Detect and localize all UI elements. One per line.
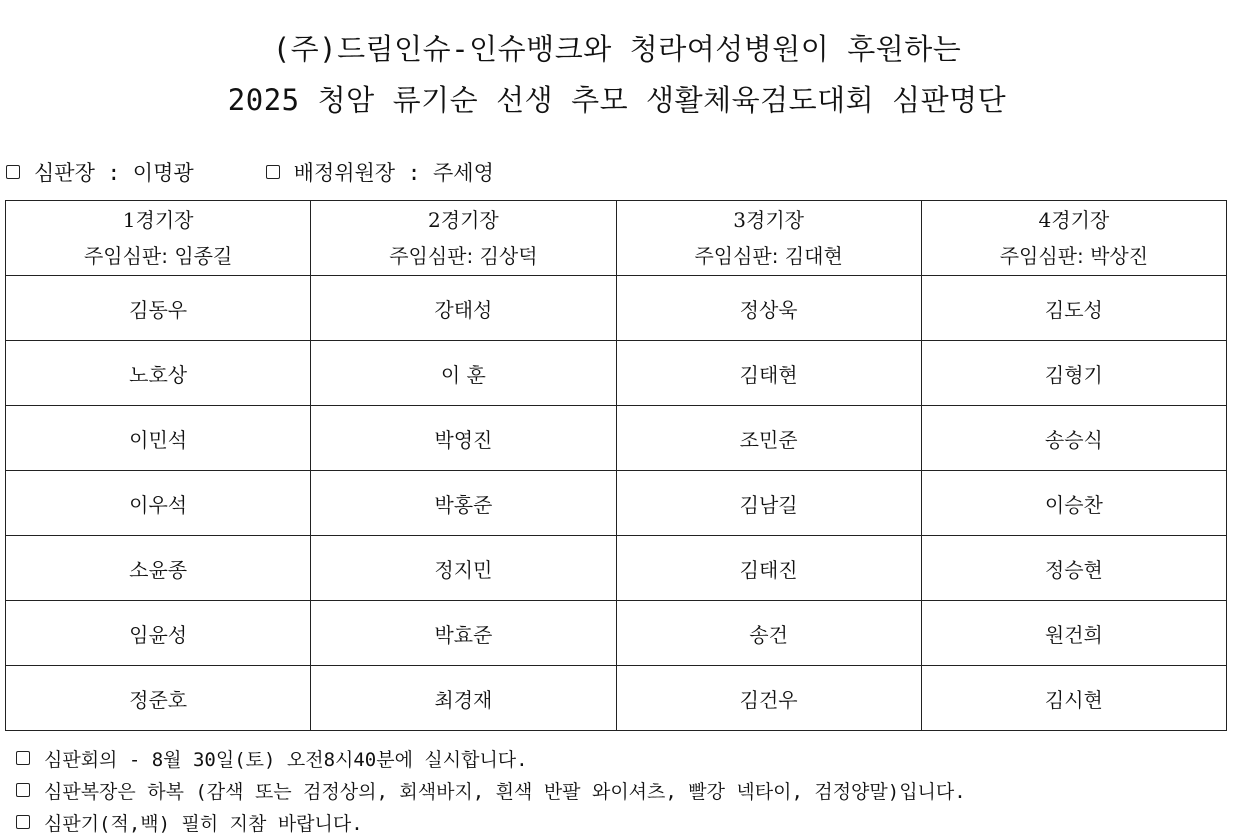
court-name: 2경기장 [428, 208, 499, 232]
referee-table [5, 200, 1227, 731]
court-head-referee: 주임심판: 김상덕 [389, 244, 538, 268]
referee-cell: 이 훈 [311, 341, 616, 406]
document-title-line-1: (주)드림인슈-인슈뱅크와 청라여성병원이 후원하는 [272, 32, 962, 66]
referee-cell: 김태현 [616, 341, 921, 406]
note-item [16, 774, 966, 806]
court-name: 4경기장 [1038, 208, 1110, 232]
table-row [6, 471, 1227, 536]
court-head-referee: 주임심판: 김대현 [694, 244, 843, 268]
table-row [6, 276, 1227, 341]
referee-cell: 이승찬 [921, 471, 1226, 536]
referee-cell: 이민석 [6, 406, 311, 471]
table-row [6, 666, 1227, 731]
checkbox-icon [266, 165, 280, 179]
table-header-row [6, 201, 1227, 276]
checkbox-icon [16, 815, 30, 829]
referee-cell: 김건우 [616, 666, 921, 731]
referee-cell: 송승식 [921, 406, 1226, 471]
official-assignment-chair-text: 배정위원장 : 주세영 [293, 161, 494, 185]
court-header-2 [311, 201, 616, 276]
court-header-1 [6, 201, 311, 276]
referee-cell: 박홍준 [311, 471, 616, 536]
referee-cell: 원건희 [921, 601, 1226, 666]
note-text: 심판회의 - 8월 30일(토) 오전8시40분에 실시합니다. [44, 748, 528, 771]
referee-cell: 이우석 [6, 471, 311, 536]
table-row [6, 406, 1227, 471]
court-head-referee: 주임심판: 박상진 [999, 244, 1149, 268]
court-header-3 [616, 201, 921, 276]
table-row [6, 536, 1227, 601]
referee-cell: 김동우 [6, 276, 311, 341]
referee-cell: 임윤성 [6, 601, 311, 666]
court-name: 1경기장 [122, 208, 194, 232]
official-chief-referee [6, 157, 194, 187]
note-text: 심판복장은 하복 (감색 또는 검정상의, 회색바지, 흰색 반팔 와이셔츠, 빨강 넥타이, 검정양말)입니다. [44, 780, 966, 803]
court-head-referee: 주임심판: 임종길 [83, 244, 233, 268]
referee-cell: 정승현 [921, 536, 1226, 601]
referee-cell: 강태성 [311, 276, 616, 341]
referee-cell: 정상욱 [616, 276, 921, 341]
referee-cell: 송건 [616, 601, 921, 666]
referee-cell: 정지민 [311, 536, 616, 601]
referee-cell: 김태진 [616, 536, 921, 601]
court-name: 3경기장 [733, 208, 804, 232]
referee-cell: 최경재 [311, 666, 616, 731]
table-row [6, 601, 1227, 666]
table-row [6, 341, 1227, 406]
court-header-4 [921, 201, 1226, 276]
referee-cell: 김남길 [616, 471, 921, 536]
notes-list [16, 742, 966, 838]
checkbox-icon [16, 783, 30, 797]
referee-cell: 김시현 [921, 666, 1226, 731]
referee-cell: 소윤종 [6, 536, 311, 601]
checkbox-icon [6, 165, 20, 179]
checkbox-icon [16, 751, 30, 765]
official-assignment-chair [266, 157, 494, 187]
referee-cell: 노호상 [6, 341, 311, 406]
referee-cell: 김도성 [921, 276, 1226, 341]
officials-row [6, 157, 494, 187]
document-title-line-2: 2025 청암 류기순 선생 추모 생활체육검도대회 심판명단 [227, 83, 1007, 117]
note-item [16, 742, 966, 774]
referee-cell: 정준호 [6, 666, 311, 731]
referee-cell: 박영진 [311, 406, 616, 471]
referee-cell: 조민준 [616, 406, 921, 471]
note-text: 심판기(적,백) 필히 지참 바랍니다. [44, 812, 363, 835]
note-item [16, 806, 966, 838]
referee-cell: 박효준 [311, 601, 616, 666]
referee-cell: 김형기 [921, 341, 1226, 406]
official-chief-referee-text: 심판장 : 이명광 [34, 161, 194, 185]
